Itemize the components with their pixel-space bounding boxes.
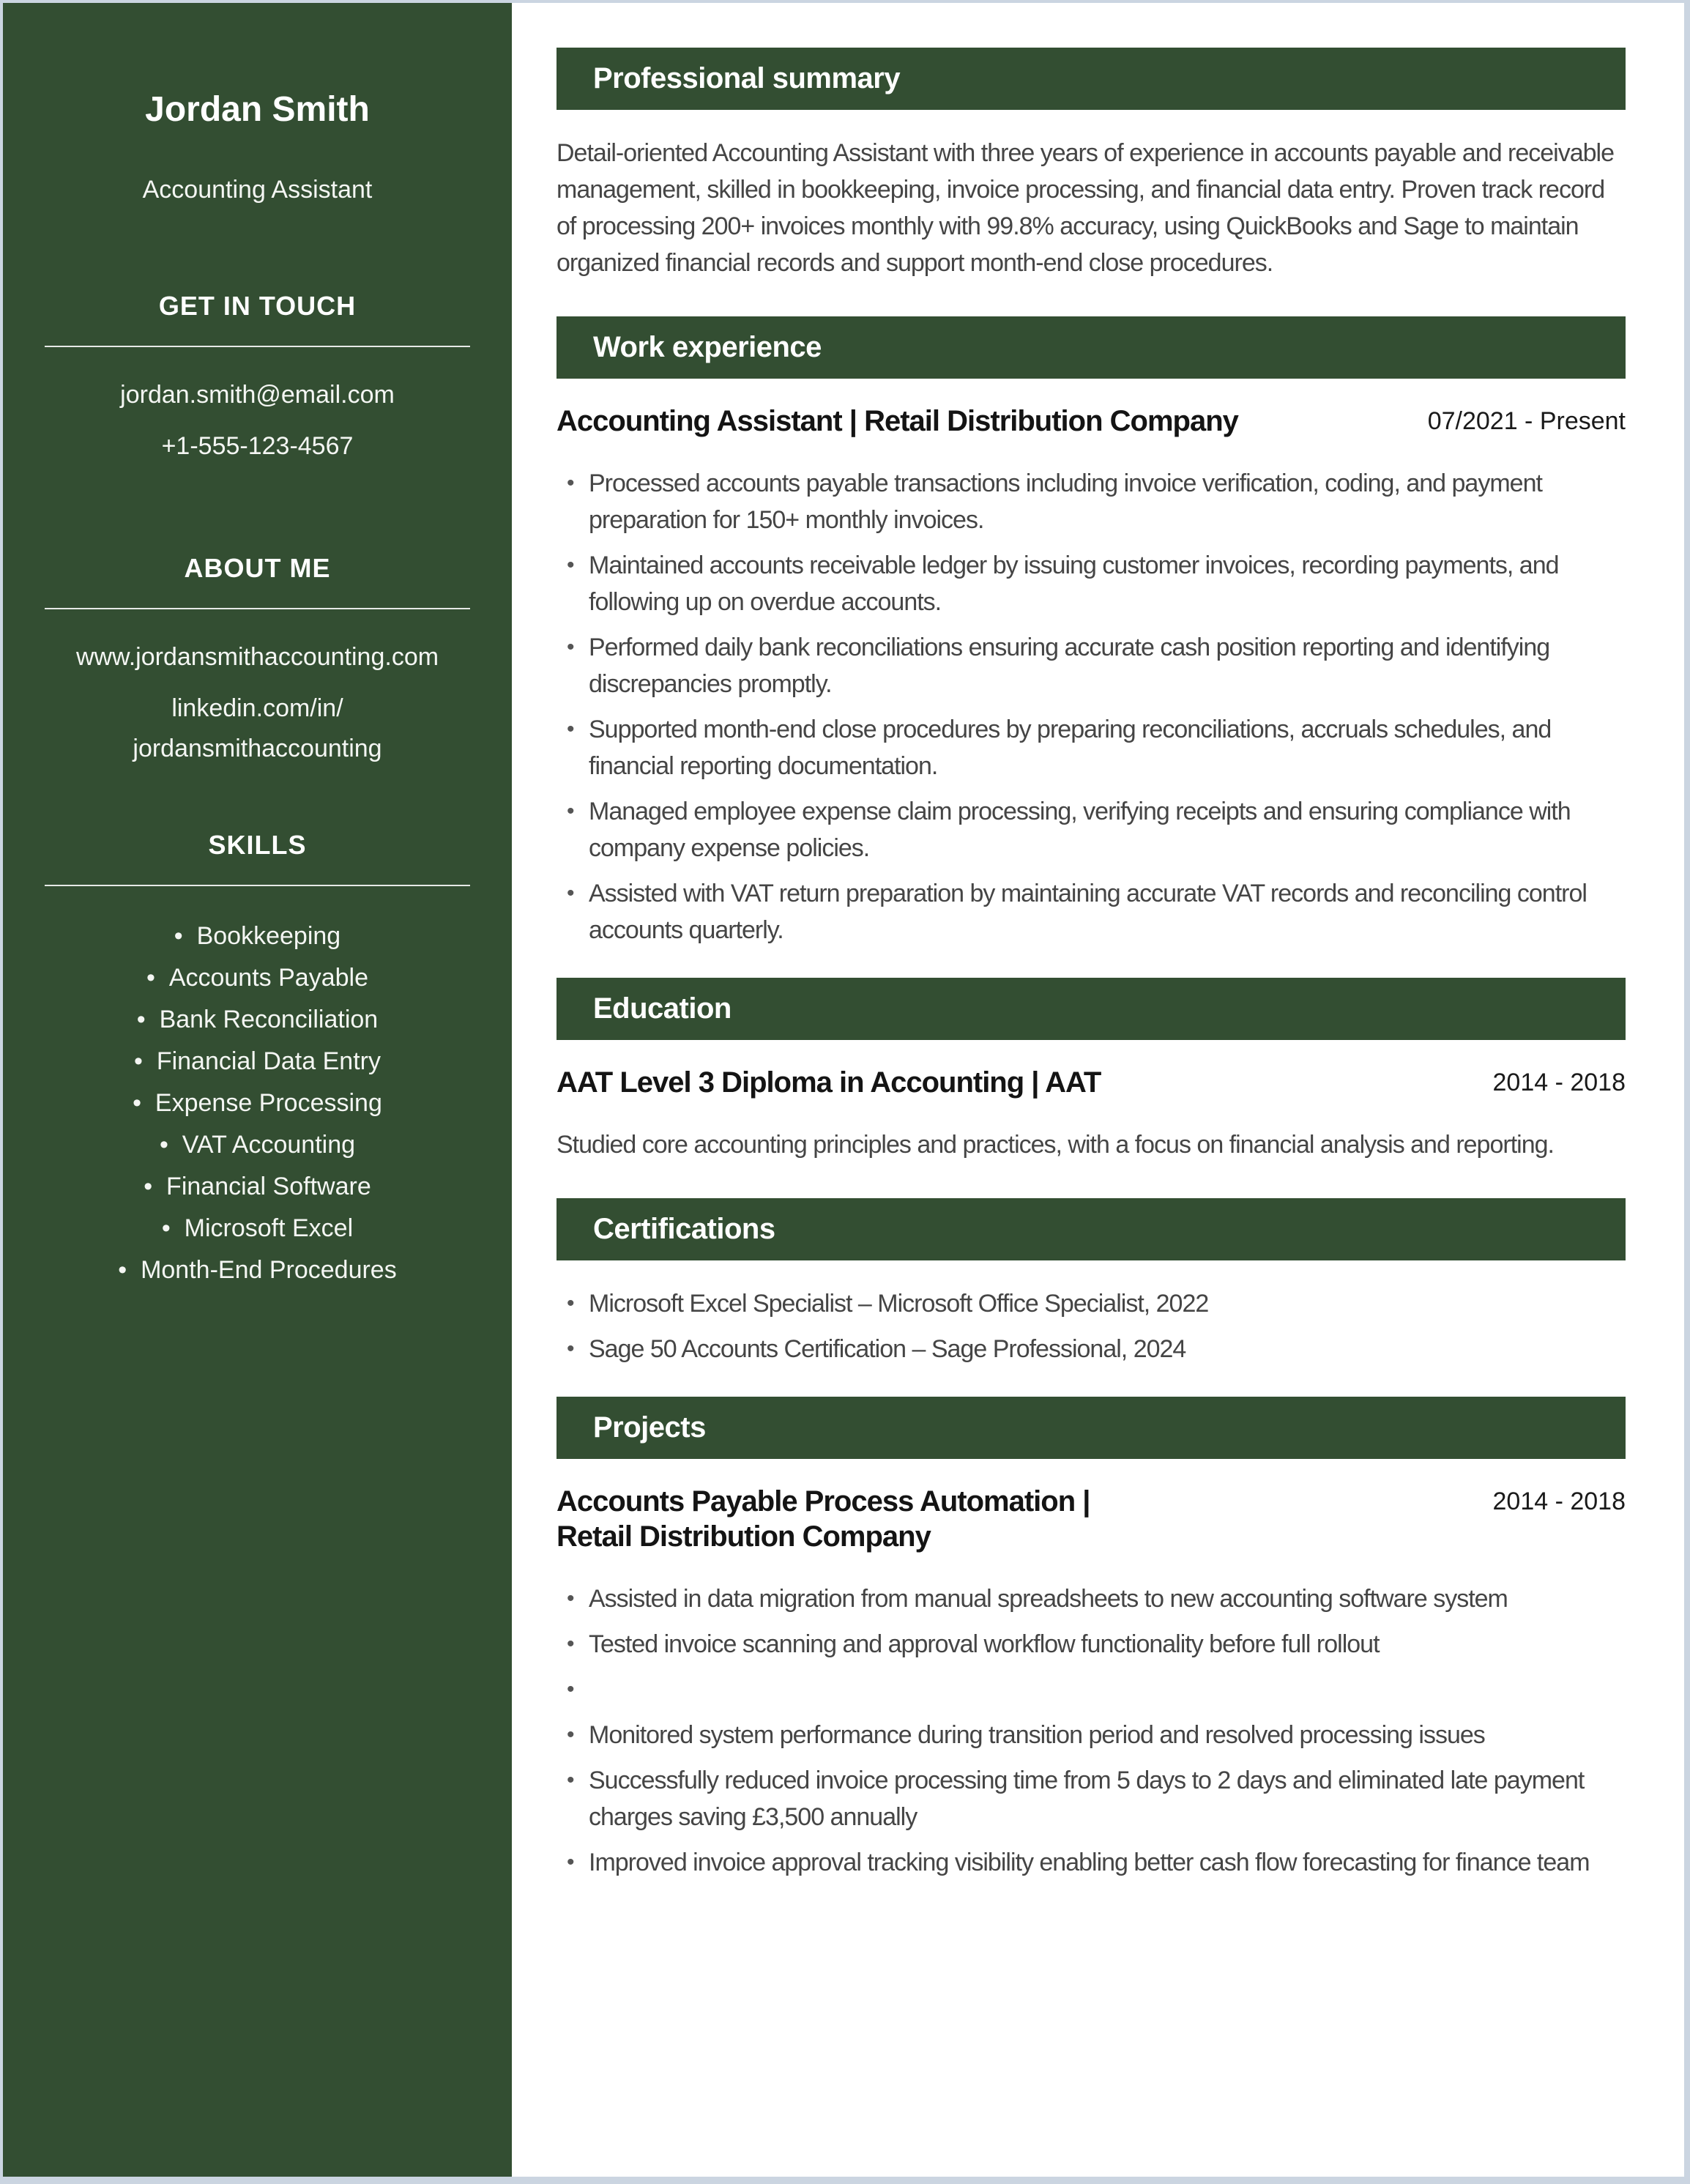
divider [45, 885, 470, 886]
contact-phone: +1-555-123-4567 [161, 432, 354, 460]
section-title: Projects [593, 1411, 706, 1444]
person-name: Jordan Smith [145, 90, 370, 129]
sidebar [3, 3, 512, 2177]
about-heading: ABOUT ME [184, 553, 331, 583]
skill-item: • Bookkeeping [23, 915, 491, 957]
certification-item: • Microsoft Excel Specialist – Microsoft Office Specialist, 2022 [567, 1285, 1626, 1322]
section-certifications [556, 1198, 1626, 1367]
section-header-projects [556, 1397, 1626, 1459]
section-projects [556, 1397, 1626, 1881]
skill-item: • Accounts Payable [23, 957, 491, 999]
main-content [512, 3, 1684, 2177]
work-bullet: • Performed daily bank reconciliations ensuring accurate cash position reporting and identifying discrepancies promptly. [567, 629, 1626, 702]
project-bullet: • Monitored system performance during transition period and resolved processing issues [567, 1717, 1626, 1753]
sidebar-section-about [23, 552, 491, 769]
project-bullet: • Assisted in data migration from manual spreadsheets to new accounting software system [567, 1581, 1626, 1617]
skills-heading: SKILLS [208, 830, 307, 860]
certification-list [556, 1285, 1626, 1367]
education-description: Studied core accounting principles and practices, with a focus on financial analysis and reporting. [556, 1131, 1554, 1159]
section-title: Education [593, 992, 732, 1025]
resume-page [3, 3, 1684, 2177]
divider [45, 346, 470, 347]
section-header-education [556, 978, 1626, 1040]
project-bullet [567, 1671, 1626, 1708]
certification-item: • Sage 50 Accounts Certification – Sage Professional, 2024 [567, 1331, 1626, 1367]
skill-item: • Bank Reconciliation [23, 999, 491, 1041]
section-header-professional-summary [556, 48, 1626, 110]
skill-item: • Financial Software [23, 1166, 491, 1208]
work-bullet: • Managed employee expense claim processing, verifying receipts and ensuring compliance with company expense policies. [567, 793, 1626, 866]
job-dates: 07/2021 - Present [1427, 407, 1626, 435]
sidebar-section-skills [23, 829, 491, 1291]
project-bullet: • Improved invoice approval tracking visibility enabling better cash flow forecasting for finance team [567, 1844, 1626, 1881]
job-title: Accounting Assistant | Retail Distribution Company [556, 405, 1238, 437]
skill-item: • Microsoft Excel [23, 1208, 491, 1249]
project-dates: 2014 - 2018 [1492, 1487, 1626, 1515]
skill-item: • VAT Accounting [23, 1124, 491, 1166]
website-link: www.jordansmithaccounting.com [75, 643, 439, 671]
work-bullet: • Maintained accounts receivable ledger by issuing customer invoices, recording payments, and following up on overdue accounts. [567, 547, 1626, 620]
project-title-line-1: Accounts Payable Process Automation | [556, 1485, 1090, 1518]
person-job-title: Accounting Assistant [142, 176, 373, 204]
linkedin-line-1: linkedin.com/in/ [171, 694, 343, 722]
project-bullet: • Tested invoice scanning and approval workflow functionality before full rollout [567, 1626, 1626, 1663]
education-dates: 2014 - 2018 [1492, 1069, 1626, 1096]
education-entry-header [556, 1065, 1626, 1100]
linkedin-line-2: jordansmithaccounting [133, 735, 382, 762]
section-title: Certifications [593, 1213, 775, 1245]
linkedin-link [23, 688, 491, 769]
skills-list [23, 915, 491, 1291]
section-title: Professional summary [593, 62, 901, 94]
work-bullet: • Processed accounts payable transactions including invoice verification, coding, and payment preparation for 150+ monthly invoices. [567, 465, 1626, 538]
section-title: Work experience [593, 331, 822, 363]
project-title-line-2: Retail Distribution Company [556, 1520, 931, 1553]
degree-title: AAT Level 3 Diploma in Accounting | AAT [556, 1066, 1101, 1099]
project-bullet: • Successfully reduced invoice processing time from 5 days to 2 days and eliminated late payment charges saving £3,500 annually [567, 1762, 1626, 1835]
work-bullet-list [556, 465, 1626, 948]
project-entry-header [556, 1484, 1626, 1554]
project-title [556, 1484, 1464, 1554]
section-professional-summary [556, 48, 1626, 281]
summary-paragraph: Detail-oriented Accounting Assistant with three years of experience in accounts payable and receivable management, skilled in bookkeeping, invoice processing, and financial data entry. Proven track record of processing 200+ invoices monthly with 99.8% accuracy, using QuickBooks and Sage to maintain organized financial records and support month-end close procedures. [556, 139, 1615, 277]
section-work-experience [556, 316, 1626, 948]
sidebar-section-contact [23, 290, 491, 464]
project-bullet-list [556, 1581, 1626, 1881]
skill-item: • Expense Processing [23, 1082, 491, 1124]
skill-item: • Month-End Procedures [23, 1249, 491, 1291]
work-bullet: • Assisted with VAT return preparation by maintaining accurate VAT records and reconciling control accounts quarterly. [567, 875, 1626, 948]
contact-heading: GET IN TOUCH [158, 291, 357, 321]
section-education [556, 978, 1626, 1163]
section-header-work-experience [556, 316, 1626, 379]
divider [45, 608, 470, 609]
section-header-certifications [556, 1198, 1626, 1260]
skill-item: • Financial Data Entry [23, 1041, 491, 1082]
work-bullet: • Supported month-end close procedures by preparing reconciliations, accruals schedules, and financial reporting documentation. [567, 711, 1626, 784]
job-entry-header [556, 404, 1626, 439]
contact-email: jordan.smith@email.com [120, 381, 395, 409]
